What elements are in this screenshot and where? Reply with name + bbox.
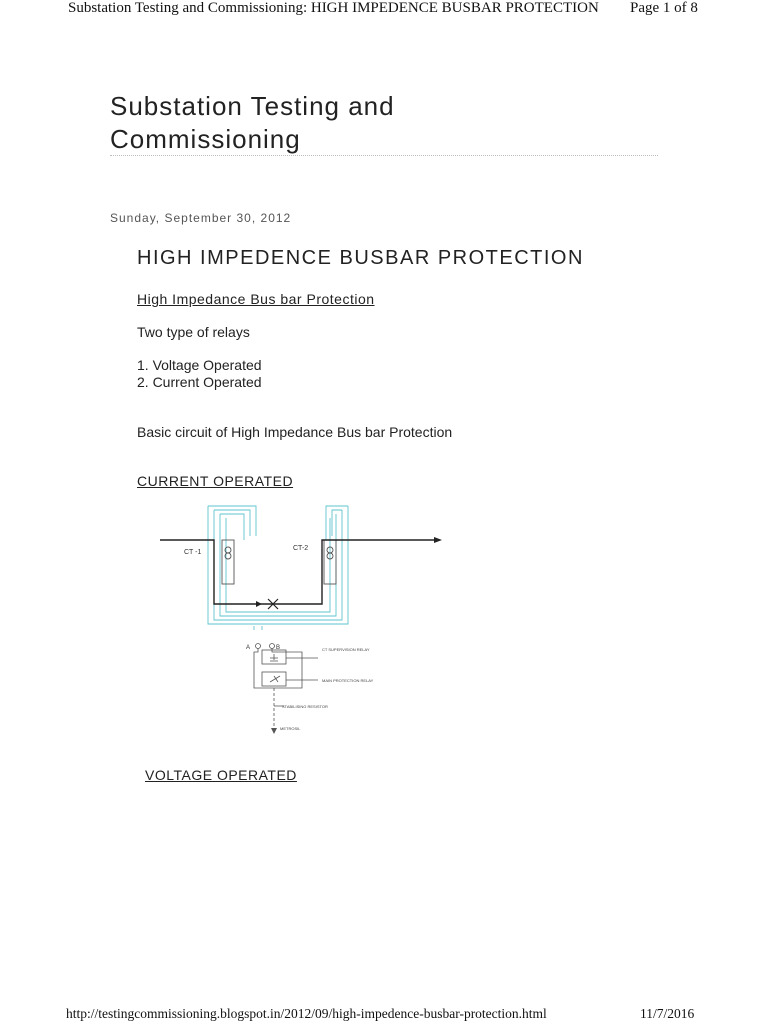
- basic-circuit-text: Basic circuit of High Impedance Bus bar Protection: [137, 424, 453, 440]
- title-divider: [110, 155, 658, 156]
- blog-title-line-2: Commissioning: [110, 124, 301, 154]
- print-footer-date: 11/7/2016: [640, 1006, 695, 1021]
- blog-title[interactable]: [110, 90, 395, 156]
- blog-title-line-1: Substation Testing and: [110, 91, 395, 121]
- print-footer-url: http://testingcommissioning.blogspot.in/2012/09/high-impedence-busbar-protection.html: [66, 1006, 547, 1021]
- main-protection-relay-label: MAIN PROTECTION RELAY: [322, 678, 374, 683]
- ct-supervision-relay-label: CT SUPERVISION RELAY: [322, 647, 370, 652]
- terminal-a-label: A: [246, 645, 251, 651]
- voltage-operated-heading: VOLTAGE OPERATED: [145, 767, 297, 783]
- relay-type-list: [137, 357, 262, 391]
- ct2-label: CT-2: [293, 545, 309, 552]
- print-header-title: Substation Testing and Commissioning: HIGH IMPEDENCE BUSBAR PROTECTION: [68, 0, 599, 16]
- relay-type-item: 2. Current Operated: [137, 374, 262, 390]
- post-subtitle: High Impedance Bus bar Protection: [137, 291, 375, 307]
- post-date: Sunday, September 30, 2012: [110, 211, 292, 225]
- post-title[interactable]: HIGH IMPEDENCE BUSBAR PROTECTION: [137, 247, 584, 269]
- terminal-b-label: B: [276, 645, 281, 651]
- relay-intro-text: Two type of relays: [137, 324, 250, 340]
- relay-type-item: 1. Voltage Operated: [137, 357, 262, 373]
- print-header-page-number: Page 1 of 8: [630, 0, 698, 16]
- current-operated-heading: CURRENT OPERATED: [137, 473, 294, 489]
- stabilising-resistor-label: STABILISING RESISTOR: [282, 704, 328, 709]
- metrosil-label: METROSIL: [280, 726, 301, 731]
- circuit-diagram: [150, 500, 450, 740]
- ct1-label: CT -1: [184, 549, 202, 556]
